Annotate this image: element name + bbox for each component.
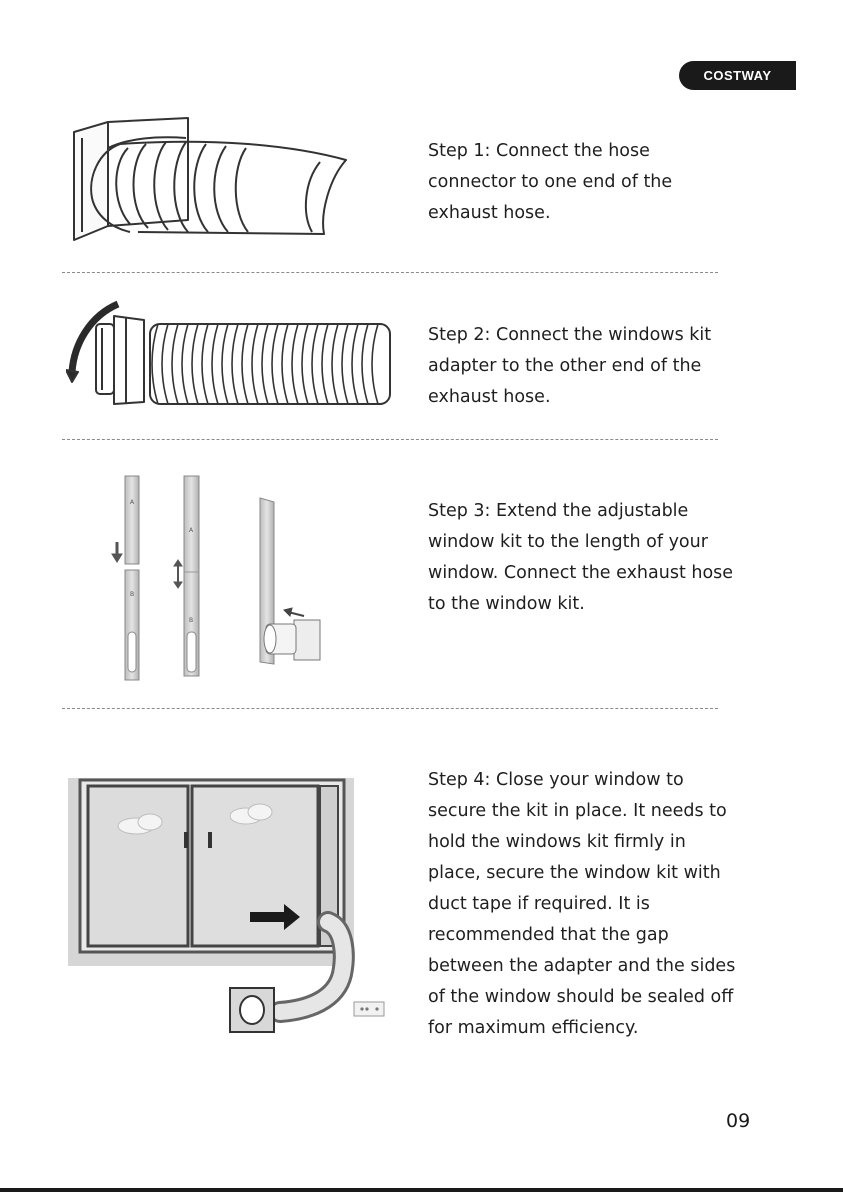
section-divider [62,272,718,273]
arrow-left-icon [284,608,304,616]
brand-logo-text: COSTWAY [703,68,772,83]
label-part-a-extended: A [188,527,194,534]
arrow-updown-icon [174,560,182,588]
label-part-b: B [129,591,135,598]
brand-logo [679,61,796,90]
step3-window-kit-illustration [108,472,333,684]
section-divider [62,439,718,440]
step-3-text: Step 3: Extend the adjustable window kit to the length of your window. Connect the exhaust hose to the window kit. [428,501,734,614]
step-2-text: Step 2: Connect the windows kit adapter to the other end of the exhaust hose. [428,325,712,407]
page-number: 09 [726,1110,751,1132]
label-part-a: A [129,499,135,506]
bottom-rule [0,1188,843,1192]
section-divider [62,708,718,709]
step4-window-installed-illustration [68,778,390,1038]
step-4-text: Step 4: Close your window to secure the kit in place. It needs to hold the windows kit firmly in place, secure the window kit with duct tape if required. It is recommended that the gap between the adapter and the sides of the window should be sealed off for maximum efficiency. [428,770,736,1038]
step-1-text: Step 1: Connect the hose connector to one end of the exhaust hose. [428,141,673,223]
label-part-b-extended: B [188,617,194,624]
step1-hose-connector-illustration [68,108,353,258]
arrow-down-icon [112,542,122,562]
step2-adapter-hose-illustration [66,298,396,416]
